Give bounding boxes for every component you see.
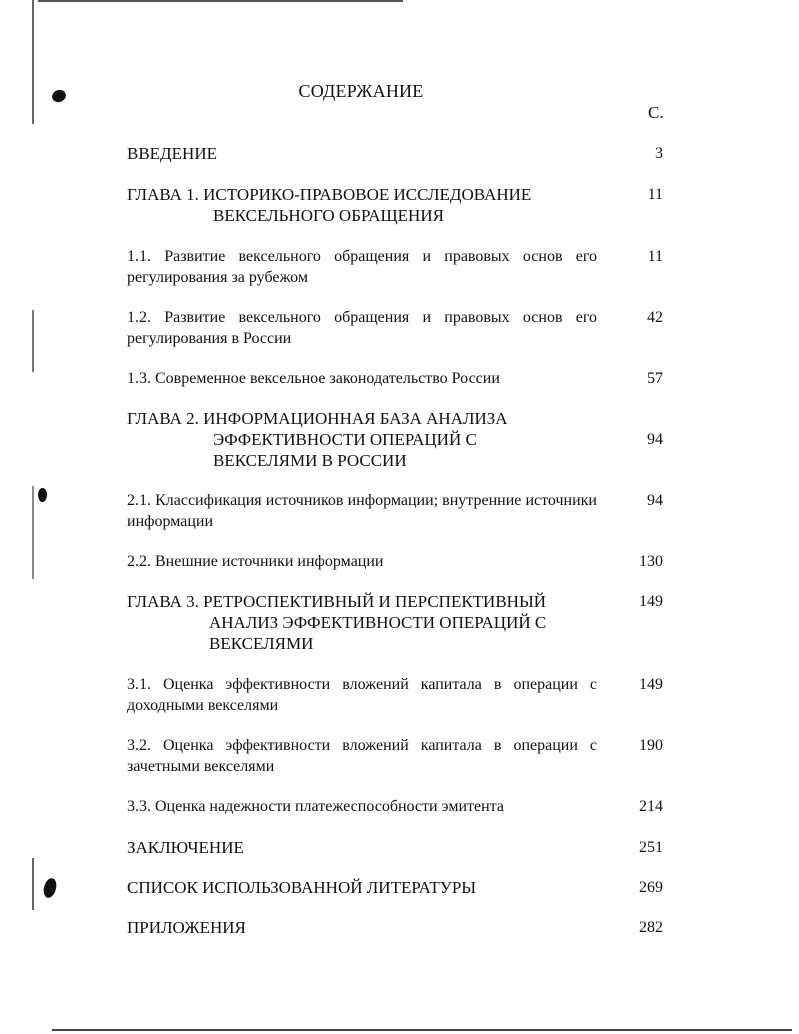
toc-entry-conclusion bbox=[127, 837, 667, 858]
toc-entry-title: 1.1. Развитие вексельного обращения и правовых основ его регулирования за рубежом bbox=[127, 248, 597, 286]
toc-entry-title: 3.3. Оценка надежности платежеспособности эмитента bbox=[127, 798, 504, 815]
toc-entry-title: 2.2. Внешние источники информации bbox=[127, 553, 384, 570]
toc-entry-section-3-1 bbox=[127, 674, 667, 716]
toc-entry-title: ГЛАВА 2. ИНФОРМАЦИОННАЯ БАЗА АНАЛИЗА bbox=[127, 409, 508, 428]
page-title: СОДЕРЖАНИЕ bbox=[298, 81, 424, 101]
toc-entry-page: 251 bbox=[639, 839, 663, 856]
toc-entry-section-3-2 bbox=[127, 735, 667, 777]
scan-artifact-hole-punch bbox=[42, 877, 59, 899]
toc-entry-chapter-1 bbox=[127, 184, 667, 226]
toc-entry-title-continued: ЭФФЕКТИВНОСТИ ОПЕРАЦИЙ С bbox=[213, 430, 477, 449]
toc-entry-title: 2.1. Классификация источников информации; внутренние источники информации bbox=[127, 492, 597, 530]
toc-entry-page: 3 bbox=[655, 145, 663, 162]
toc-entry-title: 3.2. Оценка эффективности вложений капитала в операции с зачетными векселями bbox=[127, 737, 597, 775]
toc-entry-page: 94 bbox=[647, 492, 663, 509]
toc-entry-page: 190 bbox=[639, 737, 663, 754]
toc-entry-title: ГЛАВА 3. РЕТРОСПЕКТИВНЫЙ И ПЕРСПЕКТИВНЫЙ bbox=[127, 592, 547, 611]
toc-entry-section-1-2 bbox=[127, 307, 667, 349]
page-column-label: С. bbox=[648, 103, 664, 122]
toc-entry-section-1-1 bbox=[127, 246, 667, 288]
toc-entry-section-2-2 bbox=[127, 551, 667, 572]
toc-entry-page: 214 bbox=[639, 798, 663, 815]
toc-entry-section-1-3 bbox=[127, 368, 667, 389]
toc-entry-title: ВВЕДЕНИЕ bbox=[127, 144, 217, 163]
toc-entry-title: ПРИЛОЖЕНИЯ bbox=[127, 918, 246, 937]
toc-entry-title: СПИСОК ИСПОЛЬЗОВАННОЙ ЛИТЕРАТУРЫ bbox=[127, 878, 477, 897]
scan-artifact-top-line bbox=[38, 0, 403, 2]
toc-entry-page: 130 bbox=[639, 553, 663, 570]
toc-entry-title: 1.2. Развитие вексельного обращения и правовых основ его регулирования в России bbox=[127, 309, 597, 347]
toc-entry-title-continued: ВЕКСЕЛЬНОГО ОБРАЩЕНИЯ bbox=[213, 206, 444, 225]
toc-entry-page: 11 bbox=[647, 248, 663, 265]
toc-entry-appendices bbox=[127, 917, 667, 938]
toc-entry-introduction bbox=[127, 143, 667, 164]
toc-entry-title-continued: АНАЛИЗ ЭФФЕКТИВНОСТИ ОПЕРАЦИЙ С bbox=[209, 613, 547, 632]
toc-entry-chapter-2 bbox=[127, 408, 667, 471]
toc-entry-page: 57 bbox=[647, 370, 663, 387]
scan-artifact-hole-punch bbox=[38, 488, 47, 502]
toc-entry-page: 282 bbox=[639, 919, 663, 936]
toc-entry-page: 149 bbox=[639, 593, 663, 610]
toc-entry-title: ГЛАВА 1. ИСТОРИКО-ПРАВОВОЕ ИССЛЕДОВАНИЕ bbox=[127, 185, 532, 204]
toc-entry-page: 269 bbox=[639, 879, 663, 896]
toc-entry-chapter-3 bbox=[127, 591, 667, 654]
toc-entry-page: 149 bbox=[639, 676, 663, 693]
toc-entry-page: 42 bbox=[647, 309, 663, 326]
toc-entry-page: 94 bbox=[647, 431, 663, 448]
toc-entry-title-continued: ВЕКСЕЛЯМИ bbox=[209, 634, 314, 653]
toc-entry-bibliography bbox=[127, 877, 667, 898]
toc-entry-page: 11 bbox=[647, 186, 663, 203]
toc-entry-title: 3.1. Оценка эффективности вложений капитала в операции с доходными векселями bbox=[127, 676, 597, 714]
toc-entry-section-2-1 bbox=[127, 490, 667, 532]
toc-entry-section-3-3 bbox=[127, 796, 667, 817]
scan-artifact-bottom-line bbox=[52, 1029, 792, 1031]
scan-artifact-left-edge bbox=[32, 0, 34, 1034]
toc-entry-title: 1.3. Современное вексельное законодательство России bbox=[127, 370, 500, 387]
toc-entry-title-continued: ВЕКСЕЛЯМИ В РОССИИ bbox=[213, 451, 407, 470]
toc-entry-title: ЗАКЛЮЧЕНИЕ bbox=[127, 838, 244, 857]
